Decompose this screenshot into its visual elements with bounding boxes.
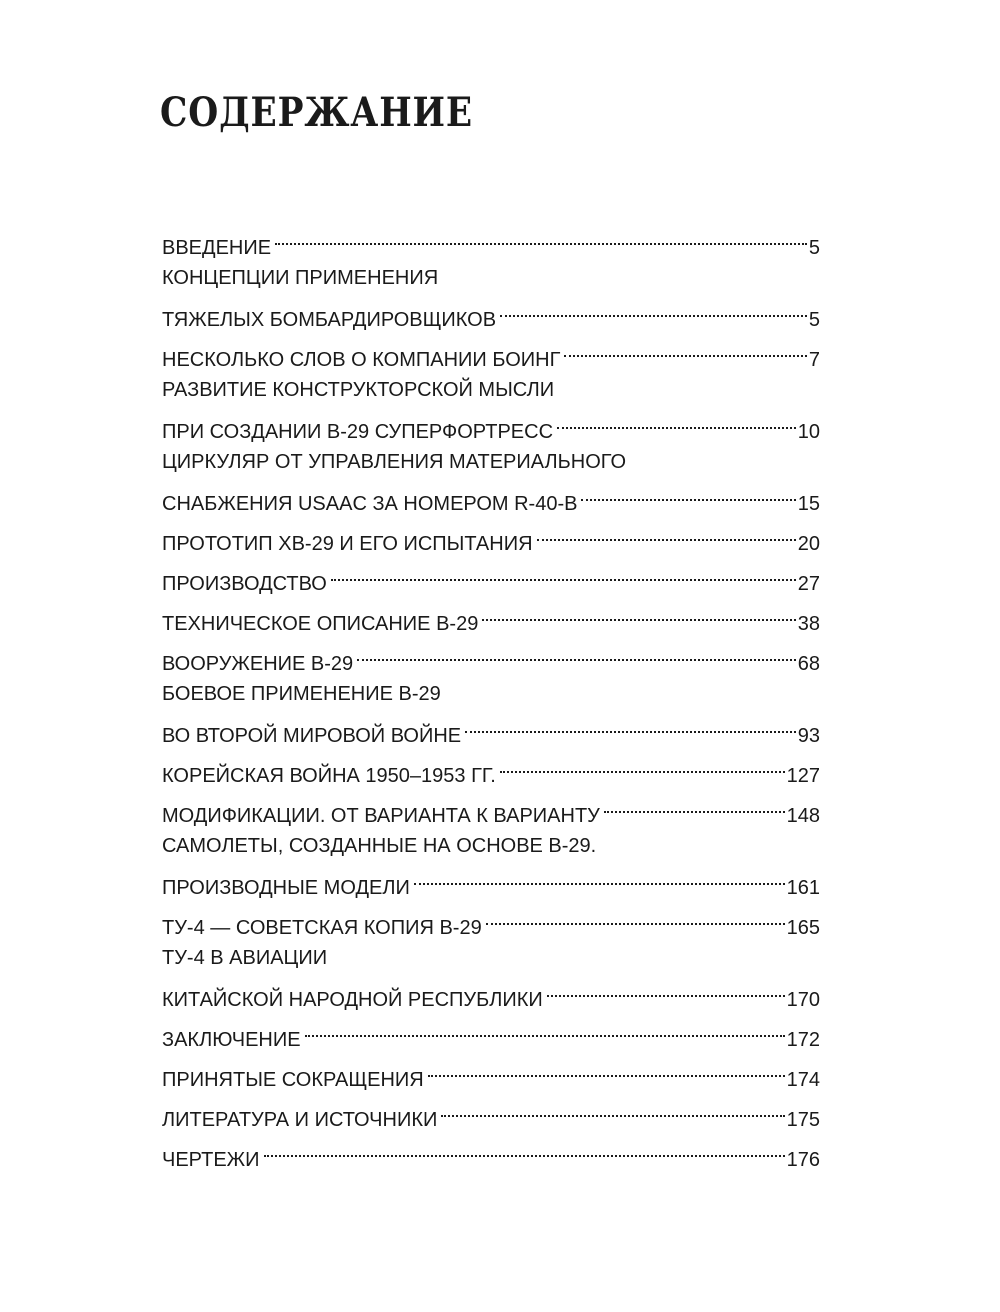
- toc-page-number: 5: [808, 237, 820, 259]
- toc-entry-last-line: [162, 294, 820, 331]
- toc-page-number: 15: [797, 493, 820, 515]
- toc-page-number: 10: [797, 421, 820, 443]
- toc-entry-last-line: [162, 334, 820, 371]
- dot-leader: [500, 294, 807, 326]
- toc-entry: [162, 334, 820, 371]
- toc-entry-last-line: [162, 1014, 820, 1051]
- toc-entry-last-line: [162, 478, 820, 515]
- dot-leader: [414, 862, 785, 894]
- dot-leader: [581, 478, 795, 510]
- toc-entry-title: ВВЕДЕНИЕ: [162, 237, 272, 259]
- toc-entry-last-line: [162, 1054, 820, 1091]
- toc-page-number: 93: [797, 725, 820, 747]
- toc-page-number: 176: [786, 1149, 820, 1171]
- toc-entry: [162, 598, 820, 635]
- dot-leader: [357, 638, 796, 670]
- toc-entry: [162, 902, 820, 939]
- toc-entry-last-line: [162, 638, 820, 675]
- toc-page-number: 175: [786, 1109, 820, 1131]
- toc-entry-title: ТЯЖЕЛЫХ БОМБАРДИРОВЩИКОВ: [162, 309, 497, 331]
- toc-page-number: 165: [786, 917, 820, 939]
- toc-entry-title: ЗАКЛЮЧЕНИЕ: [162, 1029, 301, 1051]
- toc-entry-last-line: [162, 222, 820, 259]
- dot-leader: [465, 710, 796, 742]
- toc-entry-title-line: БОЕВОЕ ПРИМЕНЕНИЕ B-29: [162, 683, 441, 705]
- toc-page-number: 127: [786, 765, 820, 787]
- toc-entry-title: КИТАЙСКОЙ НАРОДНОЙ РЕСПУБЛИКИ: [162, 989, 543, 1011]
- dot-leader: [547, 974, 785, 1006]
- toc-entry: [162, 222, 820, 259]
- toc-entry: [162, 1134, 820, 1171]
- dot-leader: [604, 790, 785, 822]
- toc-entry: [162, 678, 820, 747]
- dot-leader: [441, 1094, 784, 1126]
- toc-entry: [162, 750, 820, 787]
- toc-entry-title: ПРОИЗВОДСТВО: [162, 573, 327, 595]
- dot-leader: [557, 406, 796, 438]
- toc-entry: [162, 942, 820, 1011]
- toc-entry-title-line: САМОЛЕТЫ, СОЗДАННЫЕ НА ОСНОВЕ B-29.: [162, 835, 597, 857]
- toc-entry-last-line: [162, 518, 820, 555]
- dot-leader: [537, 518, 796, 550]
- toc-entry: [162, 1094, 820, 1131]
- toc-entry-last-line: [162, 598, 820, 635]
- toc-entry-title-line: ЦИРКУЛЯР ОТ УПРАВЛЕНИЯ МАТЕРИАЛЬНОГО: [162, 451, 627, 473]
- toc-entry-title: ЛИТЕРАТУРА И ИСТОЧНИКИ: [162, 1109, 438, 1131]
- toc-entry-title: НЕСКОЛЬКО СЛОВ О КОМПАНИИ БОИНГ: [162, 349, 561, 371]
- toc-entry: [162, 1054, 820, 1091]
- toc-entry-last-line: [162, 558, 820, 595]
- toc-entry-last-line: [162, 902, 820, 939]
- toc-entry-last-line: [162, 1134, 820, 1171]
- toc-entry: [162, 830, 820, 899]
- toc-entry-last-line: [162, 406, 820, 443]
- toc-entry-last-line: [162, 974, 820, 1011]
- toc-entry-last-line: [162, 790, 820, 827]
- dot-leader: [428, 1054, 785, 1086]
- toc-page-number: 170: [786, 989, 820, 1011]
- toc-entry-title: ВООРУЖЕНИЕ B-29: [162, 653, 354, 675]
- toc-page-number: 68: [797, 653, 820, 675]
- toc-entry-title: ПРИ СОЗДАНИИ B-29 СУПЕРФОРТРЕСС: [162, 421, 554, 443]
- toc-page-number: 5: [808, 309, 820, 331]
- toc-entry-title: ПРИНЯТЫЕ СОКРАЩЕНИЯ: [162, 1069, 424, 1091]
- page-title: СОДЕРЖАНИЕ: [160, 89, 473, 136]
- dot-leader: [564, 334, 806, 366]
- toc-page-number: 38: [797, 613, 820, 635]
- toc-page-number: 172: [786, 1029, 820, 1051]
- toc-page-number: 174: [786, 1069, 820, 1091]
- toc-entry: [162, 790, 820, 827]
- toc-entry-title: МОДИФИКАЦИИ. ОТ ВАРИАНТА К ВАРИАНТУ: [162, 805, 600, 827]
- toc-entry-title: ТЕХНИЧЕСКОЕ ОПИСАНИЕ B-29: [162, 613, 479, 635]
- toc-page-number: 148: [786, 805, 820, 827]
- toc-entry: [162, 638, 820, 675]
- toc-entry: [162, 374, 820, 443]
- toc-entry-last-line: [162, 862, 820, 899]
- toc-entry-title: ВО ВТОРОЙ МИРОВОЙ ВОЙНЕ: [162, 725, 462, 747]
- toc-entry-title: ПРОТОТИП XB-29 И ЕГО ИСПЫТАНИЯ: [162, 533, 533, 555]
- toc-entry-title-line: ТУ-4 В АВИАЦИИ: [162, 947, 328, 969]
- dot-leader: [482, 598, 795, 630]
- toc-entry: [162, 262, 820, 331]
- dot-leader: [264, 1134, 785, 1166]
- toc-entry-title: СНАБЖЕНИЯ USAAC ЗА НОМЕРОМ R-40-B: [162, 493, 578, 515]
- toc-entry: [162, 518, 820, 555]
- toc-entry-title: ПРОИЗВОДНЫЕ МОДЕЛИ: [162, 877, 410, 899]
- toc-entry-title: ЧЕРТЕЖИ: [162, 1149, 260, 1171]
- toc-entry: [162, 558, 820, 595]
- dot-leader: [500, 750, 785, 782]
- toc-page-number: 7: [808, 349, 820, 371]
- toc-entry-last-line: [162, 750, 820, 787]
- toc-entry-last-line: [162, 1094, 820, 1131]
- dot-leader: [331, 558, 796, 590]
- toc-entry-title: ТУ-4 — СОВЕТСКАЯ КОПИЯ B-29: [162, 917, 482, 939]
- dot-leader: [486, 902, 785, 934]
- toc-entry: [162, 446, 820, 515]
- toc-page-number: 27: [797, 573, 820, 595]
- toc-entry-last-line: [162, 710, 820, 747]
- toc-entry-title: КОРЕЙСКАЯ ВОЙНА 1950–1953 ГГ.: [162, 765, 496, 787]
- toc-entry-title-line: КОНЦЕПЦИИ ПРИМЕНЕНИЯ: [162, 267, 439, 289]
- toc-page-number: 20: [797, 533, 820, 555]
- toc-page-number: 161: [786, 877, 820, 899]
- dot-leader: [275, 222, 807, 254]
- toc-entry-title-line: РАЗВИТИЕ КОНСТРУКТОРСКОЙ МЫСЛИ: [162, 379, 555, 401]
- toc-entry: [162, 1014, 820, 1051]
- dot-leader: [305, 1014, 785, 1046]
